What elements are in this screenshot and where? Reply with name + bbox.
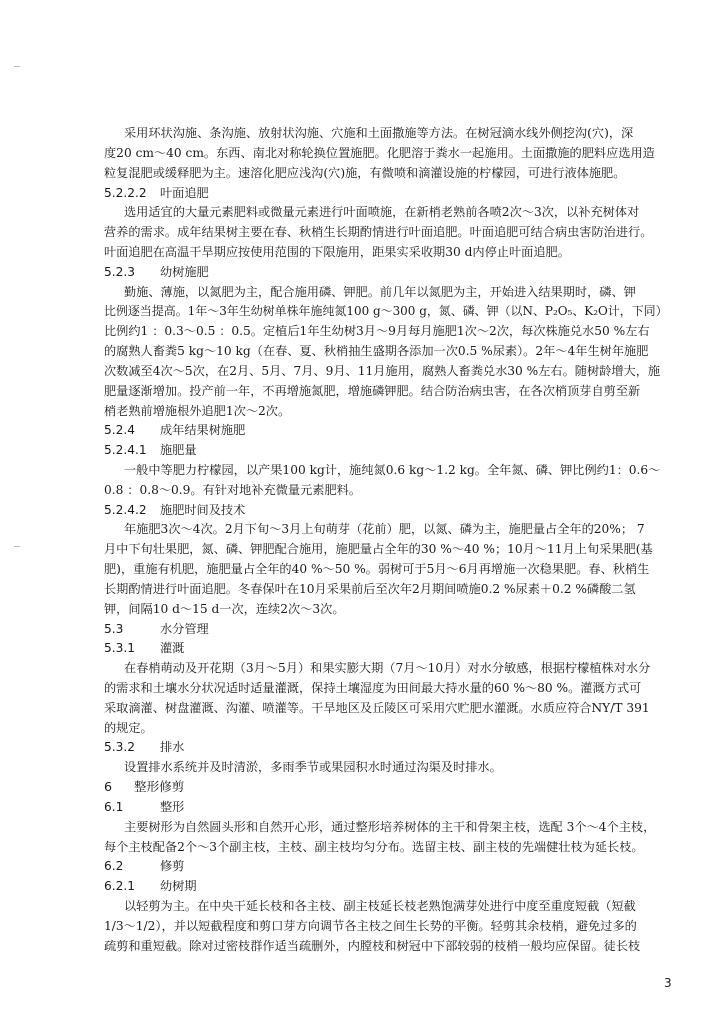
text-line: 梢老熟前增施根外追肥1次～2次。 <box>104 403 291 418</box>
text-line: 的腐熟人畜粪5 kg～10 kg（在春、夏、秋梢抽生盛期各添加一次0.5 %尿素）。2年～4年生树年施肥 <box>104 344 649 358</box>
text-line: 勤施、薄施，以氮肥为主，配合施用磷、钾肥。前几年以氮肥为主，开始进入结果期时，磷、钾 <box>124 284 636 299</box>
section-number: 5.2.4 <box>104 423 136 438</box>
text-line: 叶面追肥在高温干旱期应按使用范围的下限施用，距果实采收期30 d内停止叶面追肥。 <box>104 244 570 259</box>
section-title: 水分管理 <box>160 621 209 636</box>
section-number: 5.2.4.2 <box>104 502 147 517</box>
text-line: 钾，间隔10 d～15 d一次，连续2次～3次。 <box>104 601 345 616</box>
section-title: 整形修剪 <box>134 779 185 795</box>
section-title: 修剪 <box>160 859 185 874</box>
text-line: 比例逐当提高。1年～3年生幼树单株年施纯氮100 g～300 g，氮、磷、钾（以N、P₂O₅、K₂O计，下同） <box>104 304 668 319</box>
section-number: 5.2.3 <box>104 264 136 279</box>
section-heading <box>104 640 184 656</box>
section-heading <box>104 779 184 795</box>
section-title: 叶面追肥 <box>160 185 209 200</box>
scan-mark <box>14 66 20 67</box>
text-line: 长期酌情进行叶面追肥。冬春保叶在10月采果前后至次年2月期间喷施0.2 %尿素＋0.2 %磷酸二氢 <box>104 581 636 596</box>
text-line: 在春梢萌动及开花期（3月～5月）和果实膨大期（7月～10月）对水分敏感，根据柠檬植株对水分 <box>124 661 651 676</box>
text-line: 的需求和土壤水分状况适时适量灌溉，保持土壤湿度为田间最大持水量的60 %～80 %。灌溉方式可 <box>104 681 642 695</box>
text-line: 比例约1 ：0.3～0.5 ：0.5。定植后1年生幼树3月～9月每月施肥1次～2次，每次株施兑水50 %左右 <box>104 324 650 339</box>
scan-mark <box>14 546 20 547</box>
text-line: 0.8 ：0.8～0.9。有针对地补充微量元素肥料。 <box>104 482 362 497</box>
section-title: 施肥时间及技术 <box>160 502 246 517</box>
section-heading <box>104 799 184 815</box>
section-number: 5.2.2.2 <box>104 185 147 200</box>
text-line: 采取滴灌、树盘灌溉、沟灌、喷灌等。干旱地区及丘陵区可采用穴贮肥水灌溉。水质应符合NY/T 391 <box>104 700 650 715</box>
section-title: 幼树期 <box>160 879 197 894</box>
section-heading <box>104 264 209 280</box>
section-heading <box>104 442 197 458</box>
section-number: 6.1 <box>104 799 124 814</box>
text-line: 以轻剪为主。在中央干延长枝和各主枝、副主枝延长枝老熟饱满芽处进行中度至重度短截（短截 <box>124 899 636 913</box>
text-line: 肥)，重施有机肥，施肥量占全年的40 %～50 %。弱树可于5月～6月再增施一次稳果肥。春、秋梢生 <box>104 562 650 576</box>
section-heading <box>104 878 197 894</box>
section-number: 5.3.2 <box>104 740 136 755</box>
text-line: 次数减至4次～5次，在2月、5月、7月、9月、11月施用，腐熟人畜粪兑水30 %左右。随树龄增大，施 <box>104 363 661 378</box>
section-title: 施肥量 <box>160 443 197 458</box>
text-line: 设置排水系统并及时清淤，多雨季节或果园积水时通过沟渠及时排水。 <box>124 760 502 775</box>
text-line: 度20 cm～40 cm。东西、南北对称轮换位置施肥。化肥溶于粪水一起施用。土面撒施的肥料应选用造 <box>104 145 655 160</box>
section-title: 整形 <box>160 799 185 814</box>
text-line: 采用环状沟施、条沟施、放射状沟施、穴施和土面撒施等方法。在树冠滴水线外侧挖沟(穴)，深 <box>124 126 634 140</box>
section-title: 幼树施肥 <box>160 264 209 279</box>
section-number: 6 <box>104 779 113 795</box>
section-number: 5.2.4.1 <box>104 443 147 458</box>
section-title: 成年结果树施肥 <box>160 423 246 438</box>
page-number: 3 <box>664 976 672 990</box>
text-line: 粒复混肥或缓释肥为主。速溶化肥应浅沟(穴)施，有微喷和滴灌设施的柠檬园，可进行液体施肥。 <box>104 165 626 180</box>
text-line: 1/3～1/2），并以短截程度和剪口芽方向调节各主枝之间生长势的平衡。轻剪其余枝梢，避免过多的 <box>104 918 637 933</box>
text-line: 的规定。 <box>104 720 153 735</box>
section-heading <box>104 621 209 637</box>
section-title: 排水 <box>160 740 185 755</box>
text-line: 主要树形为自然圆头形和自然开心形，通过整形培养树体的主干和骨架主枝，选配 3个～4个主枝， <box>124 819 656 834</box>
text-line: 年施肥3次～4次。2月下旬～3月上旬萌芽（花前）肥，以氮、磷为主，施肥量占全年的20%； 7 <box>124 522 645 537</box>
section-title: 灌溉 <box>160 641 185 656</box>
section-number: 5.3.1 <box>104 641 136 656</box>
section-heading <box>104 185 209 201</box>
section-heading <box>104 739 184 755</box>
section-number: 5.3 <box>104 621 124 636</box>
text-line: 月中下旬壮果肥，氮、磷、钾肥配合施用，施肥量占全年的30 %～40 %；10月～11月上旬采果肥(基 <box>104 542 653 557</box>
text-line: 营养的需求。成年结果树主要在春、秋梢生长期酌情进行叶面追肥。叶面追肥可结合病虫害防治进行。 <box>104 225 653 240</box>
section-number: 6.2.1 <box>104 879 136 894</box>
text-line: 肥量逐渐增加。投产前一年，不再增施氮肥，增施磷钾肥。结合防治病虫害，在各次梢顶芽自剪至新 <box>104 383 641 398</box>
text-line: 选用适宜的大量元素肥料或微量元素进行叶面喷施，在新梢老熟前各喷2次～3次，以补充树体对 <box>124 205 640 220</box>
section-number: 6.2 <box>104 859 124 874</box>
section-heading <box>104 422 245 438</box>
section-heading <box>104 502 245 518</box>
section-heading <box>104 858 184 874</box>
text-line: 一般中等肥力柠檬园，以产果100 kg计，施纯氮0.6 kg～1.2 kg。全年氮、磷、钾比例约1：0.6～ <box>124 462 661 477</box>
text-line: 疏剪和重短截。除对过密枝群作适当疏删外，内膛枝和树冠中下部较弱的枝梢一般均应保留。徒长枝 <box>104 938 641 953</box>
text-line: 每个主枝配备2个～3个副主枝，主枝、副主枝均匀分布。选留主枝、副主枝的先端健壮枝为延长枝。 <box>104 839 644 854</box>
